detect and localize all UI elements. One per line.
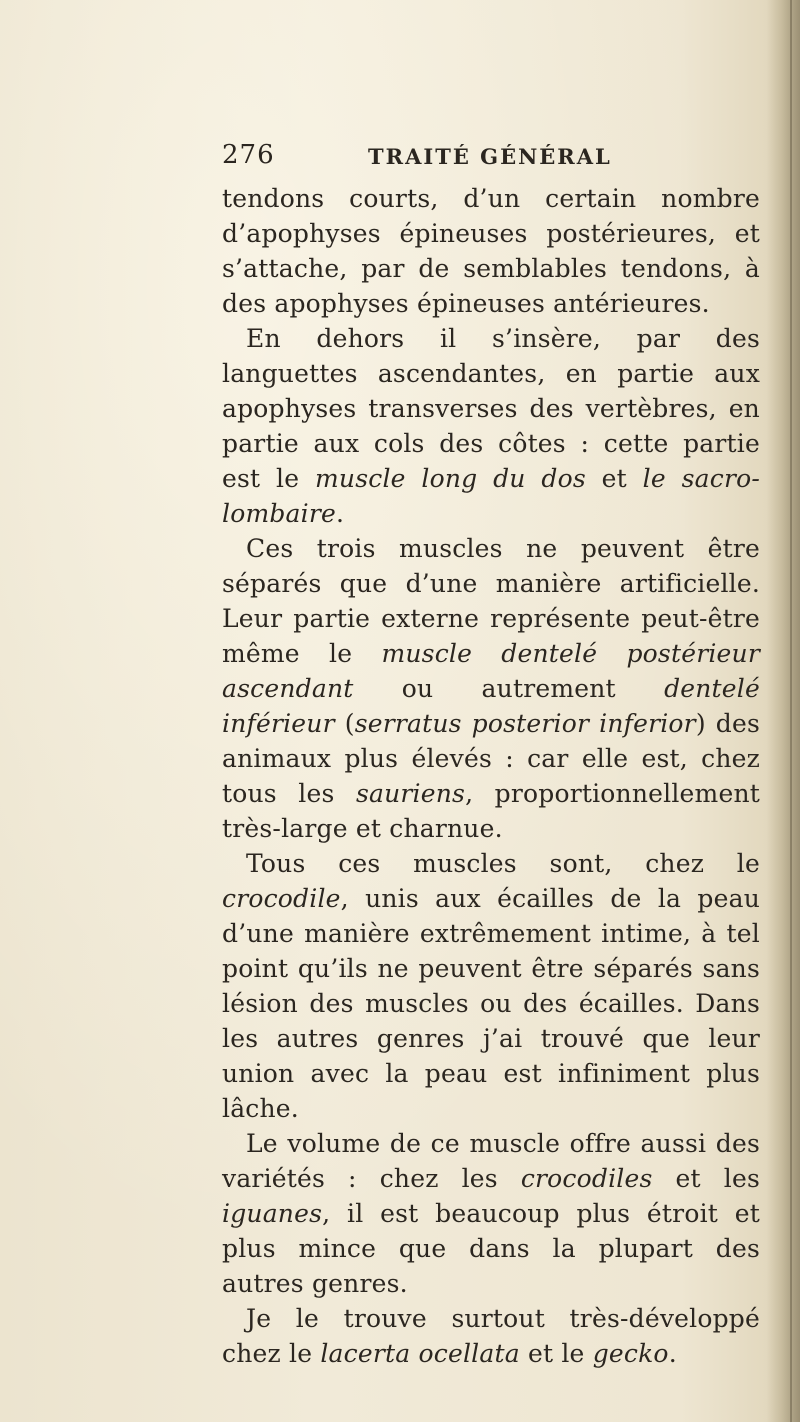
italic-term: le sacro-lombaire <box>222 464 760 528</box>
text-run: et <box>585 464 643 493</box>
italic-term: muscle long du dos <box>315 464 586 493</box>
text-run: En dehors il s’insère, par des languettes ascendantes, en partie aux apophyses transverses des vertèbres, en partie aux cols des côtes : cette partie est le <box>222 324 760 493</box>
page-header <box>222 140 702 176</box>
italic-term: sauriens <box>355 779 466 808</box>
text-run: et les <box>652 1164 760 1193</box>
text-run: Tous ces muscles sont, chez le <box>246 849 760 878</box>
spine-shadow <box>766 0 800 1422</box>
italic-term: crocodiles <box>520 1164 653 1193</box>
italic-term: muscle dentelé postérieur ascendant <box>222 639 760 703</box>
text-run: Le volume de ce muscle offre aussi des variétés : chez les <box>222 1129 760 1193</box>
paragraph-1 <box>222 181 760 321</box>
page-number: 276 <box>222 140 275 170</box>
italic-term: gecko <box>592 1339 669 1368</box>
spine-edge <box>790 0 792 1422</box>
text-run: , proportionnellement très-large et charnue. <box>222 779 760 843</box>
italic-term: dentelé inférieur <box>222 674 760 738</box>
text-run: tendons courts, d’un certain nombre d’apophyses épineuses postérieures, et s’attache, par de semblables tendons, à des apophyses épineuses antérieures. <box>222 184 760 318</box>
text-run: , unis aux écailles de la peau d’une manière extrêmement intime, à tel point qu’ils ne peuvent être séparés sans lésion des muscles ou des écailles. Dans les autres genres j’ai trouvé que leur union avec la peau est infiniment plus lâche. <box>222 884 760 1123</box>
text-run: . <box>336 499 345 528</box>
paragraph-5 <box>222 1126 760 1301</box>
body-text <box>222 181 760 1371</box>
text-run: ) des animaux plus élevés : car elle est, chez tous les <box>222 709 760 808</box>
text-run: . <box>668 1339 677 1368</box>
text-run: Ces trois muscles ne peuvent être séparés que d’une manière artificielle. Leur partie externe représente peut-être même le <box>222 534 760 668</box>
running-head: TRAITÉ GÉNÉRAL <box>368 144 612 169</box>
text-run: , il est beaucoup plus étroit et plus mince que dans la plupart des autres genres. <box>222 1199 760 1298</box>
paragraph-3 <box>222 531 760 846</box>
text-run: ou autrement <box>353 674 665 703</box>
text-run: Je le trouve surtout très-développé chez le <box>222 1304 760 1368</box>
paragraph-6 <box>222 1301 760 1371</box>
text-run: ( <box>334 709 355 738</box>
text-run: et le <box>519 1339 593 1368</box>
paragraph-2 <box>222 321 760 531</box>
italic-term: iguanes <box>222 1199 323 1228</box>
italic-term: lacerta ocellata <box>320 1339 520 1368</box>
italic-term: crocodile <box>222 884 341 913</box>
italic-term: serratus posterior inferior <box>354 709 696 738</box>
paragraph-4 <box>222 846 760 1126</box>
